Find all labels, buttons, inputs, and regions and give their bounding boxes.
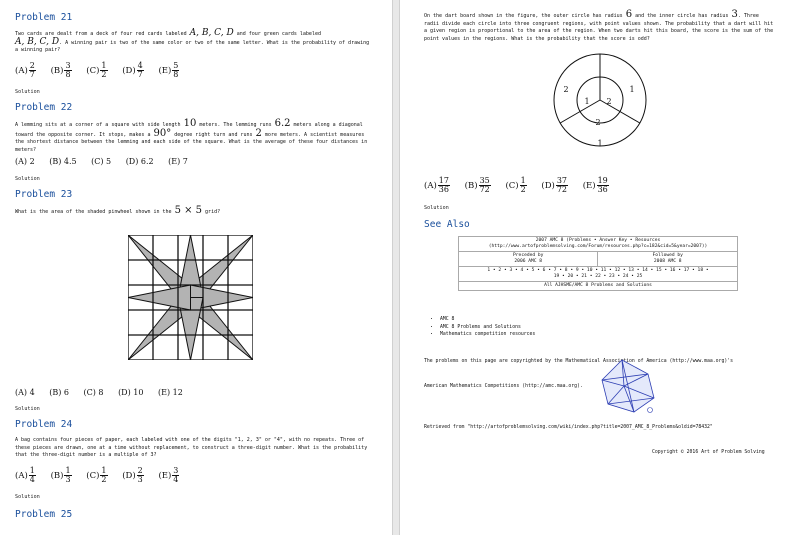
- choice-a: (A) 4: [15, 388, 35, 397]
- choice-c: (C) 8: [83, 388, 104, 397]
- problem-24-heading: Problem 24: [15, 419, 73, 430]
- pinwheel-grid-figure: [128, 235, 253, 360]
- resources-cell[interactable]: 2007 AMC 8 (Problems • Answer Key • Resources (http://www.artofproblemsolving.com/Forum/resources.php?c=182&cid=5&year=2007)): [459, 237, 738, 252]
- problem-21-text-b: and four green cards labeled: [236, 31, 321, 37]
- choice-c: (C) $\frac{1}{2}$: [86, 466, 107, 484]
- choice-b: (B) 4.5: [49, 157, 77, 166]
- problem-number-links[interactable]: 1 • 2 • 3 • 4 • 5 • 6 • 7 • 8 • 9 • 10 • 11 • 12 • 13 • 14 • 15 • 16 • 17 • 18 • 19 • 20 • 21 • 22 • 23 • 24 • 25: [459, 267, 738, 282]
- problem-21-choices: [15, 62, 191, 79]
- outer-left-label: 2: [563, 85, 569, 94]
- amc8-navigation-table: [458, 236, 738, 291]
- choice-b: (B) $\frac{1}{3}$: [50, 466, 71, 484]
- problem-23-text: What is the area of the shaded pinwheel shown in the 5 × 5 grid?: [15, 205, 221, 216]
- followed-by-cell[interactable]: Followed by 2008 AMC 8: [598, 252, 738, 267]
- choice-d: (D) $\frac{37}{72}$: [541, 176, 568, 194]
- choice-b: (B) $\frac{35}{72}$: [464, 176, 490, 194]
- problem-25-text: On the dart board shown in the figure, the outer circle has radius 6 and the inner circle has radius 3. Three radii divide each circle into three congruent regions, with point values shown. The probability that a dart will hit a given region is proportional to the area of the region. When two darts hit this board, the score is the sum of the point values in the regions. What is the probability that the score is odd?: [424, 9, 774, 42]
- inner-bottom-label: 2: [595, 118, 601, 127]
- choice-d: (D) 10: [118, 388, 144, 397]
- problem-24-choices: [15, 467, 191, 484]
- choice-e: (E) $\frac{3}{4}$: [158, 466, 179, 484]
- problem-25-solution-link[interactable]: Solution: [424, 205, 449, 211]
- choice-a: (A) $\frac{1}{4}$: [15, 466, 35, 484]
- list-item[interactable]: • AMC 8 Problems and Solutions: [440, 324, 535, 332]
- choice-a: (A) 2: [15, 157, 35, 166]
- problem-22-choices: [15, 157, 200, 166]
- problem-24-solution-link[interactable]: Solution: [15, 494, 40, 500]
- choice-c: (C) $\frac{1}{2}$: [505, 176, 526, 194]
- choice-b: (B) $\frac{3}{8}$: [50, 61, 71, 79]
- choice-a: (A) $\frac{17}{36}$: [424, 176, 449, 194]
- list-item[interactable]: • Mathematics competition resources: [440, 331, 535, 339]
- choice-c: (C) 5: [91, 157, 112, 166]
- outer-bottom-label: 1: [597, 139, 603, 148]
- choice-e: (E) $\frac{19}{36}$: [582, 176, 608, 194]
- choice-a: (A) $\frac{2}{7}$: [15, 61, 35, 79]
- problem-22-solution-link[interactable]: Solution: [15, 176, 40, 182]
- problem-21-heading: Problem 21: [15, 12, 73, 23]
- problem-23-choices: [15, 388, 195, 397]
- choice-e: (E) 7: [168, 157, 188, 166]
- see-also-list: [428, 316, 535, 339]
- problem-21-vars-2: A, B, C, D: [15, 36, 60, 47]
- copyright-line: The problems on this page are copyrighted by the Mathematical Association of America (http://www.maa.org)'s: [424, 359, 734, 364]
- problem-25-heading: Problem 25: [15, 509, 73, 520]
- all-problems-link[interactable]: All AJHSME/AMC 8 Problems and Solutions: [459, 282, 738, 291]
- problem-24-text: A bag contains four pieces of paper, each labeled with one of the digits "1, 2, 3" or "4", with no repeats. Three of these pieces are drawn, one at a time without replacement, to construct a three-digit number. What is the probability that the three-digit number is a multiple of 3?: [15, 437, 368, 458]
- problem-23-heading: Problem 23: [15, 189, 73, 200]
- problem-22-heading: Problem 22: [15, 102, 73, 113]
- choice-d: (D) 6.2: [125, 157, 154, 166]
- list-item[interactable]: • AMC 8: [440, 316, 535, 324]
- outer-right-label: 1: [629, 85, 635, 94]
- problem-21-text-c: A winning pair is two of the same color or two of the same letter. What is the probability of drawing a winning pair?: [15, 39, 370, 53]
- aops-copyright: Copyright © 2016 Art of Problem Solving: [652, 450, 765, 455]
- problem-21-solution-link[interactable]: Solution: [15, 89, 40, 95]
- choice-b: (B) 6: [49, 388, 69, 397]
- right-page: [400, 0, 794, 535]
- pinwheel-shaded-region: [128, 235, 253, 360]
- maa-logo-icon: [600, 358, 658, 414]
- preceded-by-cell[interactable]: Preceded by 2006 AMC 8: [459, 252, 598, 267]
- amc-link-line[interactable]: American Mathematics Competitions (http://amc.maa.org).: [424, 384, 583, 389]
- inner-left-label: 1: [584, 97, 590, 106]
- see-also-heading: See Also: [424, 219, 470, 230]
- choice-d: (D) $\frac{4}{7}$: [122, 61, 143, 79]
- retrieved-from-line[interactable]: Retrieved from "http://artofproblemsolving.com/wiki/index.php?title=2007_AMC_8_Problems&oldid=78432": [424, 425, 713, 430]
- problem-21-text-a: Two cards are dealt from a deck of four red cards labeled: [15, 31, 187, 37]
- page-divider: [392, 0, 400, 535]
- choice-e: (E) $\frac{5}{8}$: [158, 61, 179, 79]
- problem-22-text: A lemming sits at a corner of a square with side length 10 meters. The lemming runs 6.2 meters along a diagonal toward the opposite corner. It stops, makes a 90° degree right turn and runs 2 more meters. A scientist measures the shortest distance between the lemming and each side of the square. What is the average of these four distances in meters?: [15, 118, 368, 153]
- problem-21-vars: A, B, C, D: [189, 28, 234, 38]
- choice-d: (D) $\frac{2}{3}$: [122, 466, 143, 484]
- inner-right-label: 2: [606, 97, 612, 106]
- problem-21-text: Two cards are dealt from a deck of four red cards labeled A, B, C, D and four green cards labeled A, B, C, D. A winning pair is two of the same color or two of the same letter. What is the probability of drawing a winning pair?: [15, 28, 370, 53]
- problem-23-solution-link[interactable]: Solution: [15, 406, 40, 412]
- left-page: [0, 0, 390, 535]
- problem-25-choices: [424, 177, 621, 194]
- choice-e: (E) 12: [158, 388, 183, 397]
- dart-board-figure: [552, 52, 648, 148]
- choice-c: (C) $\frac{1}{2}$: [86, 61, 107, 79]
